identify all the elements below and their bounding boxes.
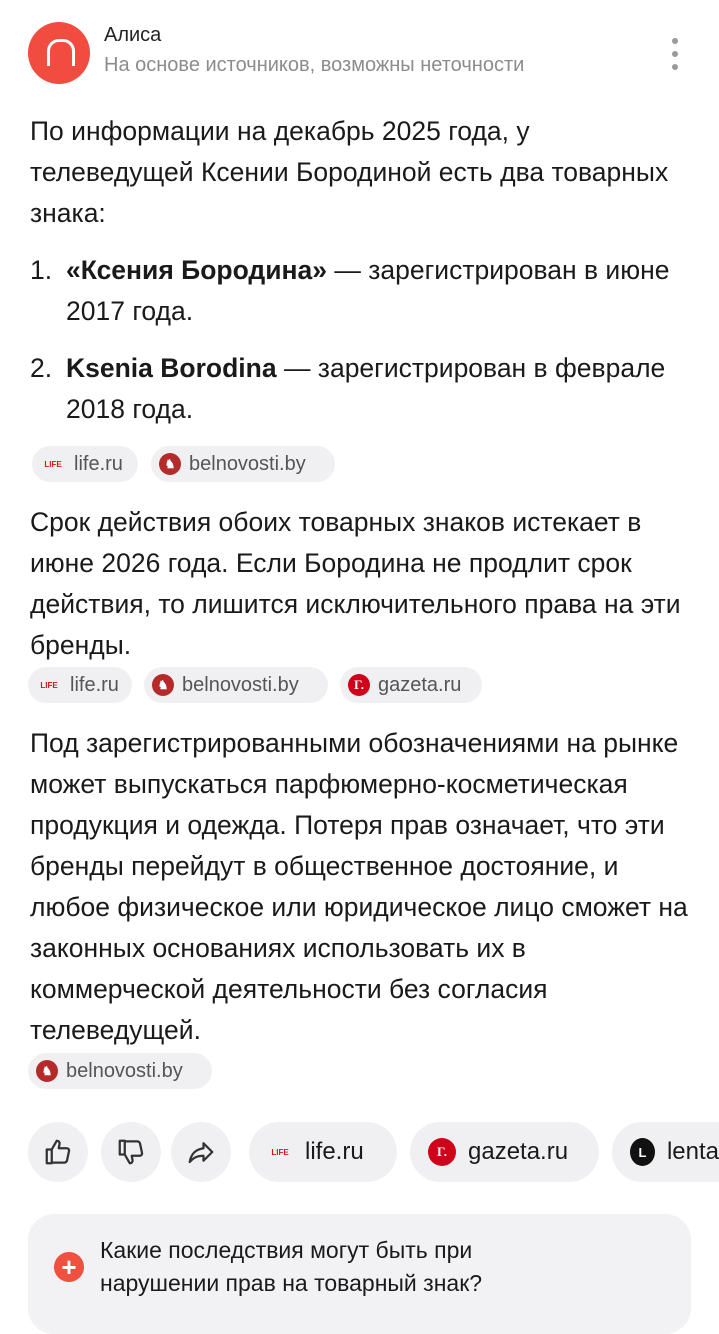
intro-text: По информации на декабрь 2025 года, у телеведущей Ксении Бородиной есть два товарных знака:	[30, 116, 669, 228]
message-header	[0, 0, 719, 100]
bottom-source-gazeta[interactable]	[410, 1122, 599, 1182]
lenta-icon: L	[630, 1138, 655, 1166]
source-label: life.ru	[70, 673, 119, 696]
source-label: lenta	[666, 1138, 719, 1165]
source-label: life.ru	[74, 452, 123, 475]
life-icon: LIFE	[44, 459, 62, 469]
gazeta-icon: Г.	[428, 1138, 456, 1166]
suggested-question-text: Какие последствия могут быть при нарушении прав на товарный знак?	[100, 1237, 483, 1296]
source-label: life.ru	[305, 1138, 364, 1165]
like-button[interactable]	[28, 1122, 88, 1182]
trademark-name: Ksenia Borodina	[66, 353, 277, 383]
author-name: Алиса	[104, 24, 162, 46]
source-label: belnovosti.by	[182, 673, 299, 696]
more-menu-icon[interactable]	[664, 36, 688, 72]
source-chip-belnovosti[interactable]	[144, 667, 328, 703]
belnovosti-icon: ♞	[152, 674, 174, 696]
source-chip-life[interactable]	[32, 446, 138, 482]
dislike-button[interactable]	[101, 1122, 161, 1182]
source-label: gazeta.ru	[378, 673, 462, 696]
belnovosti-icon: ♞	[159, 453, 181, 475]
list-number: 2.	[30, 353, 53, 383]
source-label: belnovosti.by	[189, 452, 306, 475]
source-chip-belnovosti[interactable]	[28, 1053, 212, 1089]
source-chip-gazeta[interactable]	[340, 667, 482, 703]
thumbs-down-icon	[116, 1137, 146, 1167]
list-number: 1.	[30, 255, 53, 285]
plus-icon: +	[54, 1252, 84, 1282]
source-chip-belnovosti[interactable]	[151, 446, 335, 482]
share-button[interactable]	[171, 1122, 231, 1182]
gazeta-icon: Г.	[348, 674, 370, 696]
belnovosti-icon: ♞	[36, 1060, 58, 1082]
trademark-name: «Ксения Бородина»	[66, 255, 328, 285]
alice-avatar	[28, 22, 90, 84]
suggested-question[interactable]	[28, 1214, 691, 1334]
list-item-text: — зарегистрирован в июне 2017 года.	[66, 255, 670, 326]
disclaimer-subtitle: На основе источников, возможны неточности	[104, 54, 525, 76]
paragraph-consequences: Под зарегистрированными обозначениями на рынке может выпускаться парфюмерно-косметическая продукция и одежда. Потеря прав означает, что эти бренды перейдут в общественное достояние, и любое физическое или юридическое лицо сможет на законных основаниях использовать их в коммерческой деятельности без согласия телеведущей.	[30, 728, 688, 1045]
source-label: belnovosti.by	[66, 1059, 183, 1082]
thumbs-up-icon	[43, 1137, 73, 1167]
life-icon: LIFE	[271, 1147, 289, 1157]
source-chip-life[interactable]	[28, 667, 132, 703]
paragraph-expiry: Срок действия обоих товарных знаков истекает в июне 2026 года. Если Бородина не продлит срок действия, то лишится исключительного права на эти бренды.	[30, 507, 681, 660]
list-item-text: — зарегистрирован в феврале 2018 года.	[66, 353, 666, 424]
action-bar	[0, 1122, 719, 1186]
life-icon: LIFE	[40, 680, 58, 690]
share-icon	[186, 1137, 216, 1167]
source-label: gazeta.ru	[468, 1138, 569, 1165]
bottom-source-life[interactable]	[249, 1122, 397, 1182]
bottom-source-lenta[interactable]	[612, 1122, 719, 1182]
